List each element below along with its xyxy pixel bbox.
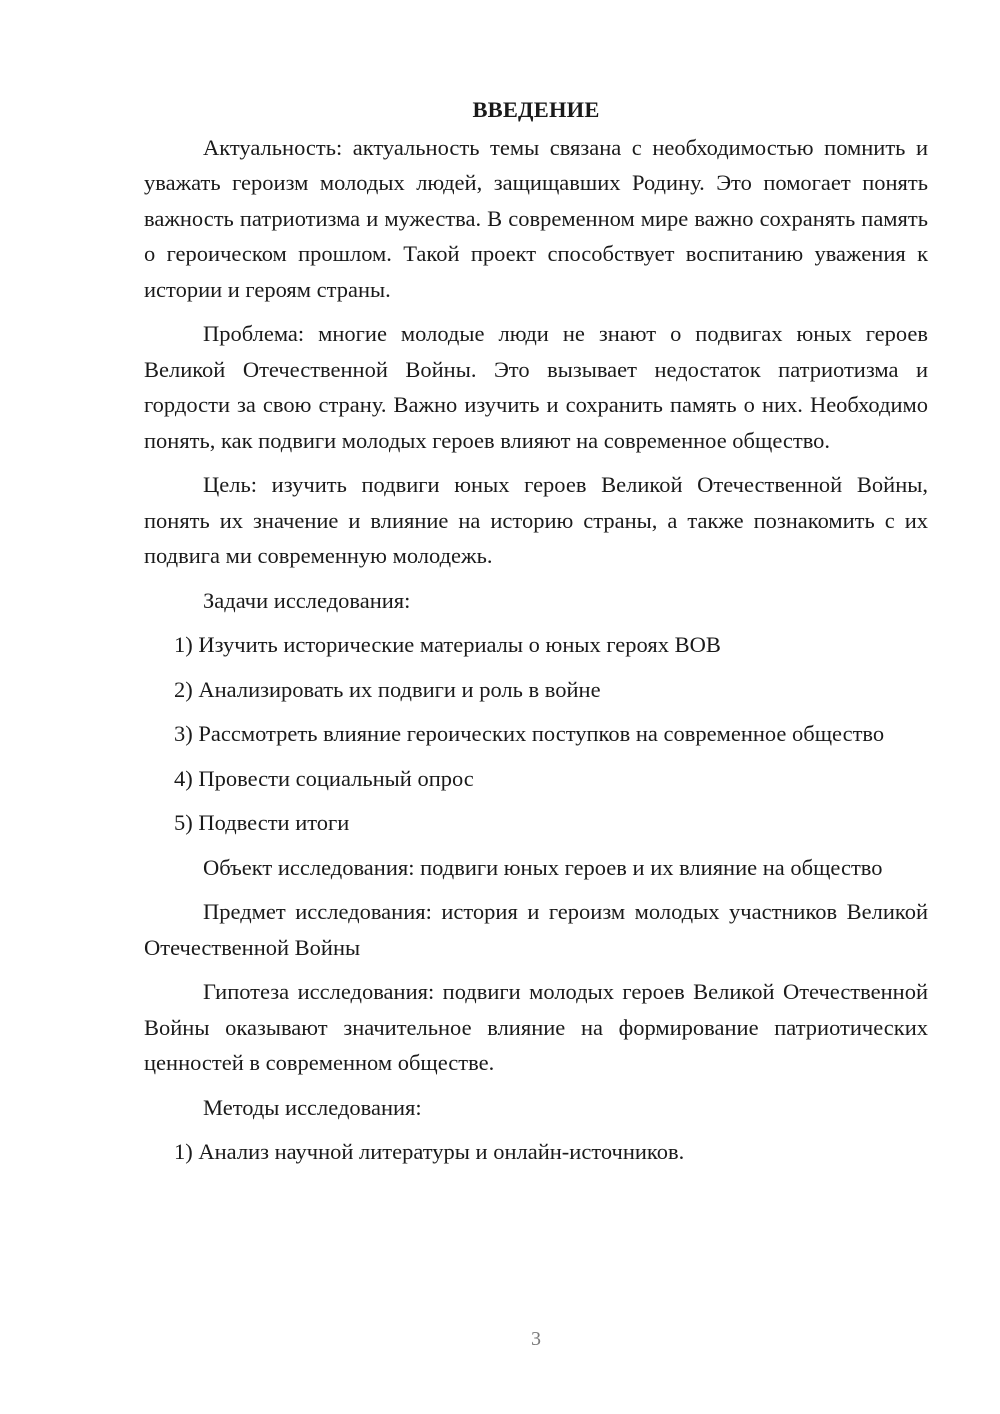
task-item-4: 4) Провести социальный опрос <box>174 765 474 791</box>
goal-paragraph: Цель: изучить подвиги юных героев Великой Отечественной Войны, понять их значение и влияние на историю страны, а также познакомить с их подвига ми современную молодежь. <box>144 472 928 568</box>
task-item-1: 1) Изучить исторические материалы о юных героях ВОВ <box>174 632 721 657</box>
methods-title: Методы исследования: <box>203 1094 422 1120</box>
relevance-paragraph: Актуальность: актуальность темы связана с необходимостью помнить и уважать героизм молодых людей, защищавших Родину. Это помогает понять важность патриотизма и мужества. В современном мире важно сохранять память о героическом прошлом. Такой проект способствует воспитанию уважения к истории и героям страны. <box>144 134 928 302</box>
section-heading: ВВЕДЕНИЕ <box>472 97 600 122</box>
page-content <box>144 92 928 1179</box>
tasks-title: Задачи исследования: <box>203 587 411 613</box>
page-number: 3 <box>531 1328 541 1350</box>
task-item-5: 5) Подвести итоги <box>174 810 350 835</box>
object-paragraph: Объект исследования: подвиги юных героев и их влияние на общество <box>203 854 883 880</box>
hypothesis-paragraph: Гипотеза исследования: подвиги молодых героев Великой Отечественной Войны оказывают значительное влияние на формирование патриотических ценностей в современном обществе. <box>144 979 928 1075</box>
problem-paragraph: Проблема: многие молодые люди не знают о подвигах юных героев Великой Отечественной Войны. Это вызывает недостаток патриотизма и гордости за свою страну. Важно изучить и сохранить память о них. Необходимо понять, как подвиги молодых героев влияют на современное общество. <box>144 321 928 453</box>
subject-paragraph: Предмет исследования: история и героизм молодых участников Великой Отечественной Войны <box>144 899 928 960</box>
task-item-3: 3) Рассмотреть влияние героических поступков на современное общество <box>174 721 885 746</box>
method-item-1: 1) Анализ научной литературы и онлайн-источников. <box>174 1139 685 1164</box>
task-item-2: 2) Анализировать их подвиги и роль в войне <box>174 676 601 702</box>
